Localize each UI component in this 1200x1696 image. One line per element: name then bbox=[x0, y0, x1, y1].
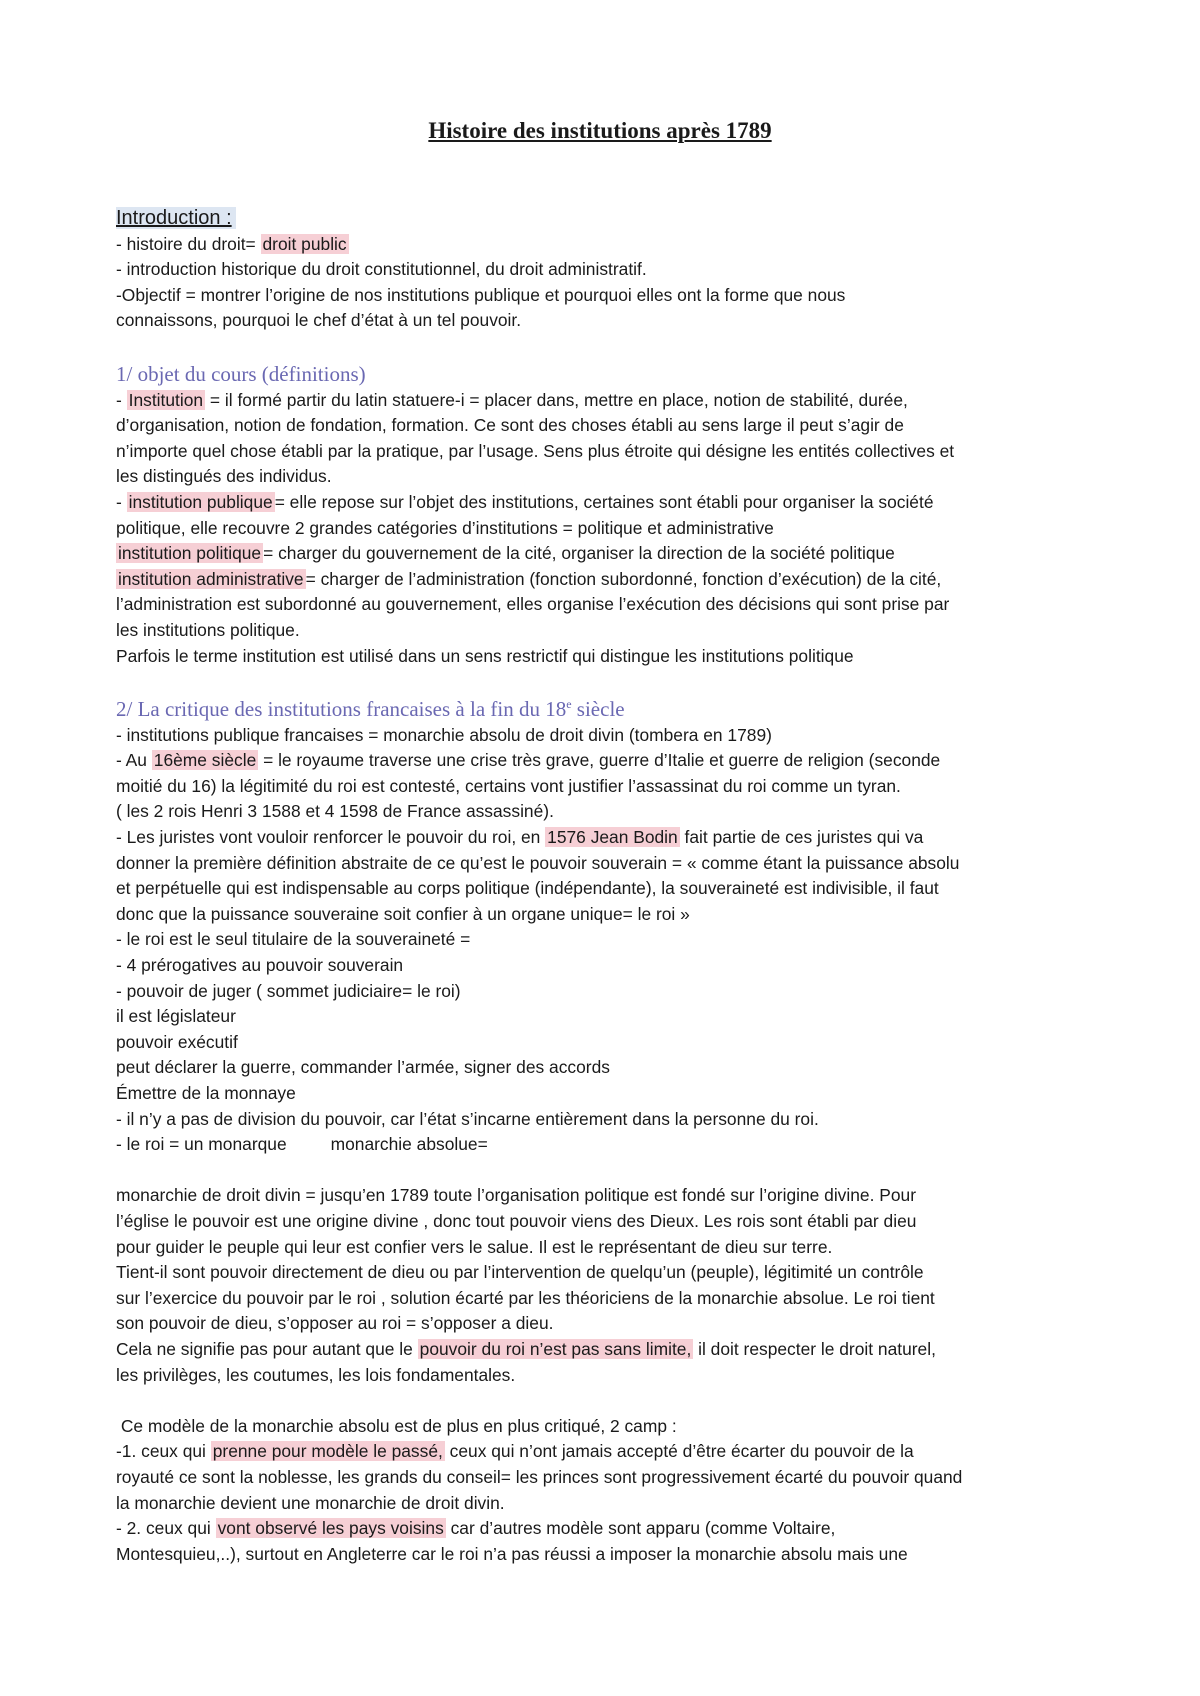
document-body bbox=[116, 206, 1106, 1567]
intro-heading: Introduction : bbox=[116, 206, 1106, 232]
paragraph-line: monarchie de droit divin = jusqu’en 1789 toute l’organisation politique est fondé sur l’origine divine. Pour bbox=[116, 1185, 916, 1206]
paragraph-line: - 2. ceux qui vont observé les pays voisins car d’autres modèle sont apparu (comme Voltaire, bbox=[116, 1518, 836, 1539]
paragraph-line: Émettre de la monnaye bbox=[116, 1083, 296, 1103]
blank-line bbox=[116, 1158, 1106, 1184]
highlight: institution politique bbox=[118, 543, 262, 564]
highlight: prenne pour modèle le passé, bbox=[212, 1441, 443, 1462]
paragraph-line: son pouvoir de dieu, s’opposer au roi = s’opposer a dieu. bbox=[116, 1313, 554, 1334]
paragraph-line: donner la première définition abstraite de ce qu’est le pouvoir souverain = « comme étant la puissance absolu bbox=[116, 852, 960, 873]
paragraph-line: politique, elle recouvre 2 grandes catégories d’institutions = politique et administrative bbox=[116, 517, 774, 538]
blank-line bbox=[116, 669, 1106, 695]
paragraph-line: n’importe quel chose établi par la pratique, par l’usage. Sens plus étroite qui désigne les entités collectives et bbox=[116, 440, 955, 461]
paragraph-line: Tient-il sont pouvoir directement de dieu ou par l’intervention de quelqu’un (peuple), légitimité un contrôle bbox=[116, 1262, 924, 1283]
paragraph-line: l’église le pouvoir est une origine divine , donc tout pouvoir viens des Dieux. Les rois sont établi par dieu bbox=[116, 1210, 917, 1231]
highlight: 16ème siècle bbox=[153, 750, 257, 771]
paragraph-line: - il n’y a pas de division du pouvoir, car l’état s’incarne entièrement dans la personne du roi. bbox=[116, 1108, 819, 1129]
paragraph-line: ( les 2 rois Henri 3 1588 et 4 1598 de France assassiné). bbox=[116, 801, 554, 822]
paragraph-line: Parfois le terme institution est utilisé dans un sens restrictif qui distingue les institutions politique bbox=[116, 645, 854, 666]
paragraph-line: Montesquieu,..), surtout en Angleterre car le roi n’a pas réussi a imposer la monarchie absolu mais une bbox=[116, 1543, 908, 1564]
section-heading: 1/ objet du cours (définitions) bbox=[116, 361, 366, 386]
paragraph-line: la monarchie devient une monarchie de droit divin. bbox=[116, 1492, 505, 1513]
paragraph-line: moitié du 16) la légitimité du roi est contesté, certains vont justifier l’assassinat du roi comme un tyran. bbox=[116, 775, 901, 796]
paragraph-line: les privilèges, les coutumes, les lois fondamentales. bbox=[116, 1364, 516, 1385]
paragraph-line: - institution publique = elle repose sur l’objet des institutions, certaines sont établi pour organiser la société bbox=[116, 491, 934, 512]
highlight: droit public bbox=[262, 233, 347, 254]
paragraph-line: royauté ce sont la noblesse, les grands du conseil= les princes sont progressivement écarté du pouvoir quand bbox=[116, 1466, 963, 1487]
paragraph-line: connaissons, pourquoi le chef d’état à un tel pouvoir. bbox=[116, 310, 522, 331]
paragraph-line: pouvoir exécutif bbox=[116, 1031, 238, 1052]
paragraph-line: - 4 prérogatives au pouvoir souverain bbox=[116, 955, 404, 976]
paragraph-line: Cela ne signifie pas pour autant que le pouvoir du roi n’est pas sans limite, il doit respecter le droit naturel, bbox=[116, 1338, 936, 1359]
paragraph-line: l’administration est subordonné au gouvernement, elles organise l’exécution des décisions qui sont prise par bbox=[116, 594, 950, 615]
paragraph-line: donc que la puissance souveraine soit confier à un organe unique= le roi » bbox=[116, 903, 690, 924]
paragraph-line: sur l’exercice du pouvoir par le roi , solution écarté par les théoriciens de la monarchie absolue. Le roi tient bbox=[116, 1287, 935, 1308]
paragraph-line: - introduction historique du droit constitutionnel, du droit administratif. bbox=[116, 259, 647, 280]
paragraph-line: - histoire du droit= droit public bbox=[116, 233, 347, 254]
paragraph-line: - le roi = un monarque monarchie absolue= bbox=[116, 1134, 488, 1155]
highlight: 1576 Jean Bodin bbox=[547, 827, 678, 848]
paragraph-line: -Objectif = montrer l’origine de nos institutions publique et pourquoi elles ont la forme que nous bbox=[116, 284, 846, 305]
blank-line bbox=[116, 334, 1106, 360]
paragraph-line: - Au 16ème siècle = le royaume traverse une crise très grave, guerre d’Italie et guerre de religion (seconde bbox=[116, 750, 941, 771]
blank-line bbox=[116, 1388, 1106, 1414]
highlight: pouvoir du roi n’est pas sans limite, bbox=[419, 1338, 692, 1359]
paragraph-line: -1. ceux qui prenne pour modèle le passé, ceux qui n’ont jamais accepté d’être écarter du pouvoir de la bbox=[116, 1441, 914, 1462]
paragraph-line: - Institution = il formé partir du latin statuere-i = placer dans, mettre en place, notion de stabilité, durée, bbox=[116, 389, 908, 410]
paragraph-line: institution politique = charger du gouvernement de la cité, organiser la direction de la société politique bbox=[118, 543, 895, 564]
highlight: vont observé les pays voisins bbox=[217, 1518, 444, 1539]
highlight: Institution bbox=[128, 389, 204, 410]
paragraph-line: et perpétuelle qui est indispensable au corps politique (indépendante), la souveraineté est indivisible, il faut bbox=[116, 878, 939, 899]
paragraph-line: institution administrative = charger de l’administration (fonction subordonné, fonction d’exécution) de la cité, bbox=[118, 568, 942, 589]
paragraph-line: peut déclarer la guerre, commander l’armée, signer des accords bbox=[116, 1057, 610, 1078]
paragraph-line: d’organisation, notion de fondation, formation. Ce sont des choses établi au sens large il peut s’agir de bbox=[116, 415, 904, 436]
section-heading: 2/ La critique des institutions francaises à la fin du 18e siècle bbox=[116, 696, 625, 721]
paragraph-line: Ce modèle de la monarchie absolu est de plus en plus critiqué, 2 camp : bbox=[116, 1415, 677, 1436]
highlight: institution publique bbox=[128, 491, 273, 512]
paragraph-line: - Les juristes vont vouloir renforcer le pouvoir du roi, en 1576 Jean Bodin fait partie de ces juristes qui va bbox=[116, 827, 924, 848]
paragraph-line: - le roi est le seul titulaire de la souveraineté = bbox=[116, 929, 471, 950]
paragraph-line: les institutions politique. bbox=[116, 619, 300, 640]
document-title: Histoire des institutions après 1789 bbox=[428, 118, 772, 143]
paragraph-line: il est législateur bbox=[116, 1006, 236, 1027]
paragraph-line: - institutions publique francaises = monarchie absolu de droit divin (tombera en 1789) bbox=[116, 724, 772, 745]
highlight: institution administrative bbox=[118, 568, 304, 589]
paragraph-line: les distingués des individus. bbox=[116, 466, 332, 487]
paragraph-line: - pouvoir de juger ( sommet judiciaire= le roi) bbox=[116, 980, 461, 1001]
paragraph-line: pour guider le peuple qui leur est confier vers le salue. Il est le représentant de dieu sur terre. bbox=[116, 1236, 833, 1257]
